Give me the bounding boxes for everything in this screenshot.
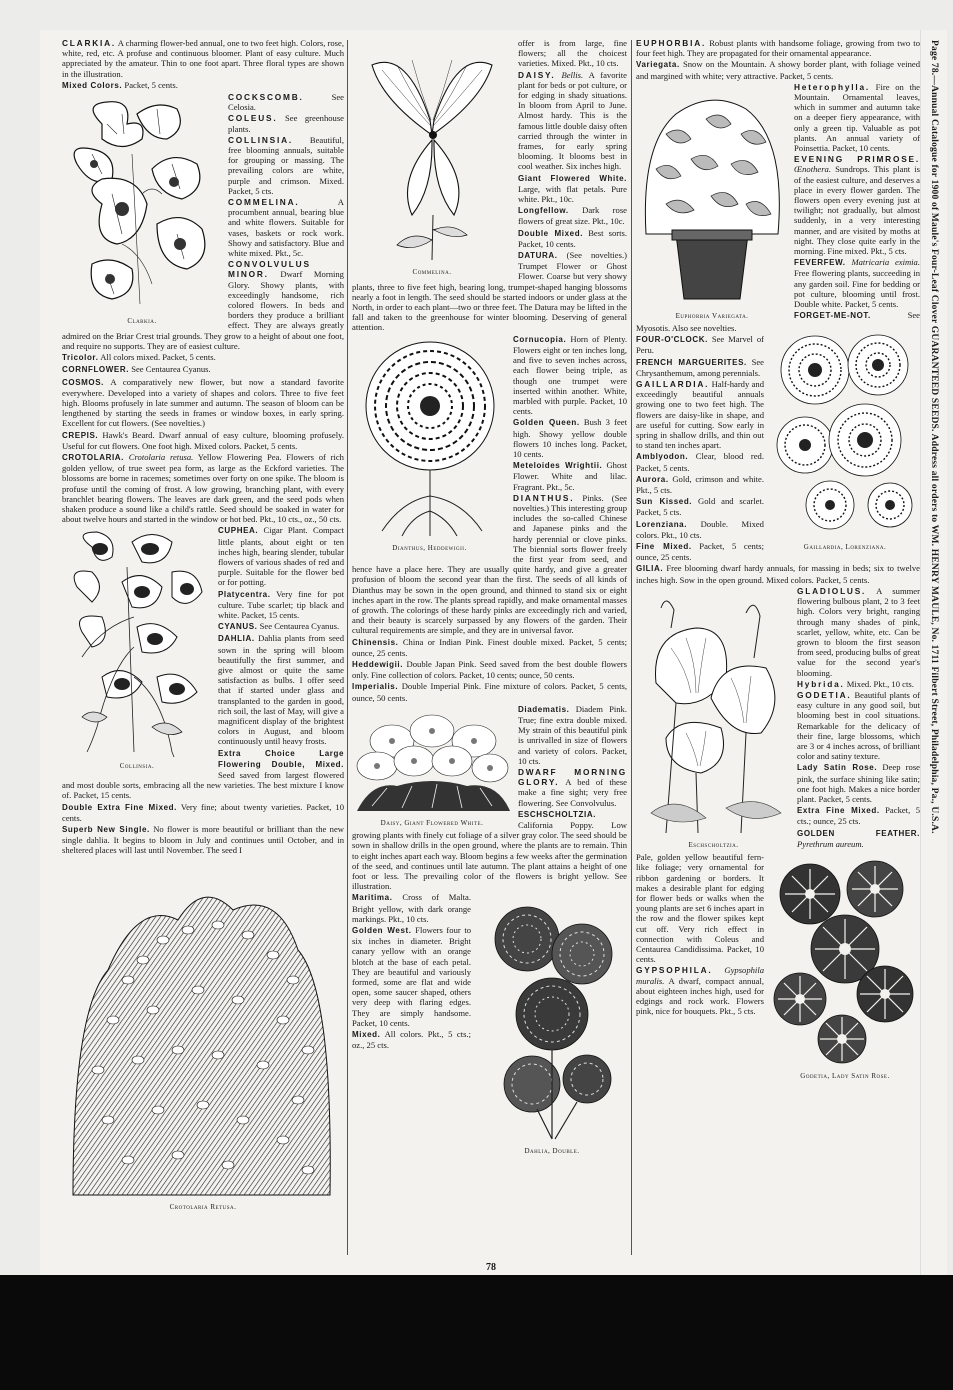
entry-heading: FRENCH MARGUERITES. <box>636 357 747 367</box>
entry-heading: EVENING PRIMROSE. <box>794 154 920 165</box>
entry-heading: Golden Queen. <box>513 418 580 428</box>
entry-heading: Lady Satin Rose. <box>797 763 878 773</box>
entry-text: Packet, 5 cents. <box>124 79 178 90</box>
entry-heading: Maritima. <box>352 893 393 903</box>
entry-mixed-colors <box>62 80 344 91</box>
entry-heading: DAHLIA. <box>218 634 255 644</box>
column-3 <box>636 38 920 1233</box>
entry-text: Double Imperial Pink. Fine mixture of colors. Packet, 5 cents, ounce, 50 cents. <box>352 681 627 703</box>
entry-latin: Gypsophila muralis. <box>636 965 764 986</box>
entry-heading: COCKSCOMB. <box>228 92 304 103</box>
entry-text: Bush 3 feet high. Showy yellow double flowers 10 inches long. Packet, 10 cents. <box>513 417 627 459</box>
eschscholtzia-engraving <box>636 588 791 838</box>
entry-text: A procumbent annual, bearing blue and white flowers. Suitable for vases, baskets or rock work. Showy and satisfactory. Blue and white mixed. Pkt., 5c. <box>228 197 344 259</box>
entry-text: See Chrysanthemum, among perennials. <box>636 356 764 378</box>
crotolaria-illustration <box>68 860 338 1212</box>
figure-caption: Daisy, Giant Flowered White. <box>380 818 484 827</box>
commelina-illustration <box>352 40 512 277</box>
entry-heading: Tricolor. <box>62 353 99 363</box>
entry-text: All colors. Pkt., 5 cts.; oz., 25 cts. <box>352 1029 471 1051</box>
entry-heading: FOUR-O'CLOCK. <box>636 335 708 345</box>
entry-text: Pinks. (See novelties.) This interesting group includes the so-called Chinese and Japanese pinks and the hardy perennial or clove pinks. The biennial sorts flower freely the first year from seed, and hence have a place here. They are usually quite hardy, and give a greater profusion of bloom the second year than the first. The seeds of all kinds of Dianthus may be sown in the open ground, and thinned to stand six or eight inches apart in the row. The plants spread rapidly, and make ornamental masses of growth. The colorings of these hardy pinks are exceedingly rich and varied, and their beauty is scarcely surpassed by any flowers of the garden. Their cultural requirements are simple, and they are in universal favor. <box>352 492 627 636</box>
entry-text: See Centaurea Cyanus. <box>259 621 340 632</box>
entry-text: Hawk's Beard. Dwarf annual of easy culture, blooming profusely. Useful for cut flowers. One foot high. Mixed colors. Packet, 5 cents. <box>62 429 344 451</box>
entry-heading: Sun Kissed. <box>636 497 693 507</box>
entry-heading: Extra Choice Large Flowering Double, Mixed. <box>218 748 344 769</box>
entry-text: Cigar Plant. Compact little plants, about eight or ten inches high, bearing slender, tubular flowers of various shades of red and purple. Suitable for the flower bed or for potting. <box>218 525 344 588</box>
entry-text: China or Indian Pink. Finest double mixed. Packet, 5 cents; ounce, 25 cents. <box>352 636 627 658</box>
entry-superb-single <box>62 824 344 856</box>
entry-heading: FEVERFEW. <box>794 258 846 268</box>
entry-heading: GYPSOPHILA. <box>636 965 713 976</box>
entry-heading: GAILLARDIA. <box>636 379 710 390</box>
entry-heading: CONVOLVULUS MINOR. <box>228 259 311 280</box>
figure-caption: Clarkia. <box>127 317 157 326</box>
entry-latin: Bellis. <box>561 69 584 80</box>
column-rule <box>631 40 632 1255</box>
entry-text: See Celosia. <box>228 92 344 113</box>
godetia-illustration <box>770 854 920 1081</box>
entry-heading: DIANTHUS. <box>513 492 575 503</box>
entry-crotolaria <box>62 452 344 524</box>
entry-heading: Hybrida. <box>797 678 845 689</box>
entry-text: Flowers four to six inches in diameter. Bright canary yellow with an orange blotch at the base of each petal. They are beautiful and variously formed, some are flat and wide open, some saucer shaped, others very deep with flaring edges. They are simply handsome. Packet, 10 cents. <box>352 925 471 1028</box>
entry-heading: Double Extra Fine Mixed. <box>62 802 177 812</box>
entry-heading: Heterophylla. <box>794 81 870 92</box>
entry-text: Robust plants with handsome foliage, growing from two to four feet high. They are propagated for their ornamental appearance. <box>636 38 920 59</box>
entry-heading: COMMELINA. <box>228 197 300 208</box>
entry-text: Dark rose flowers of great size. Pkt., 10c. <box>518 205 627 227</box>
entry-text: Gold, crimson and white. Pkt., 5 cts. <box>636 473 764 496</box>
daisy-illustration <box>352 706 512 828</box>
entry-heading: DATURA. <box>518 251 558 261</box>
entry-text: A dwarf, compact annual, about eighteen inches high, used for edgings and rock work. Flowers pink, nice for bouquets. Pkt., 5 cts. <box>636 975 764 1017</box>
entry-text: Fire on the Mountain. Ornamental leaves, which in summer and autumn take on a deeper fiery appearance, with only a green tip. Valuable as pot plants. An annual variety of Poinsettia. Packet, 10 cents. <box>794 81 920 154</box>
entry-heading: Golden West. <box>352 926 412 936</box>
entry-euphorbia <box>636 38 920 58</box>
entry-text: Ghost Flower. White and lilac. Fragrant. Pkt., 5c. <box>513 460 627 492</box>
side-banner-text: Page 78.—Annual Catalogue for 1900 of Maule's Four-Leaf Clover GUARANTEED SEEDS. Address all orders to WM. HENRY MAULE, No. 1711 Filbert Street, Philadelphia, Pa., U.S.A. <box>929 40 939 834</box>
entry-text: California Poppy. Low growing plants with finely cut foliage of a silver gray color. The seed should be sown in shallow drills in the open ground, where the plants are to remain. Thin to eight inches apart each way. Bloom begins a few weeks after the germination of the seed, and continues until late autumn. The plant attains a height of one foot or less. The prevailing color of the flowers is bright yellow. See illustration. <box>352 820 627 892</box>
entry-heading: CYANUS. <box>218 622 258 632</box>
entry-heading: Cornucopia. <box>513 334 567 344</box>
entry-text: offer is from large, fine flowers; all the choicest varieties. Mixed. Pkt., 10 cts. <box>518 38 627 69</box>
dianthus-illustration <box>352 336 507 553</box>
entry-text: Beautiful, free blooming annuals, suitable for grouping or massing. The prevailing colors are white, purple and crimson. Mixed. Packet, 5 cts. <box>228 134 344 196</box>
entry-text: See Myosotis. Also see novelties. <box>636 310 920 334</box>
euphorbia-illustration <box>636 84 788 321</box>
column-2 <box>352 38 627 1233</box>
entry-heading: Mixed Colors. <box>62 80 123 90</box>
figure-caption: Euphorbia Variegata. <box>675 311 749 320</box>
entry-heading: FORGET-ME-NOT. <box>794 311 871 321</box>
entry-heading: Extra Fine Mixed. <box>797 806 880 816</box>
entry-text: A comparatively new flower, but now a standard favorite everywhere. Developed into a variety of shapes and colors. Three to five feet high. Blooms profusely in late summer and autumn. The season of bloom can be lengthened by starting the seeds in frames or window boxes, in early spring. Excellent for cut flowers. (See novelties.) <box>62 376 344 429</box>
entry-text: Sundrops. This plant is of the easiest culture, and deserves a place in every flower garden. The flowers open every evening just at twilight; not gradually, but almost suddenly, in a very interesting manner, and are visited by moths at night. They close quite early in the morning. Fine mixed. Pkt., 5 cts. <box>794 164 920 257</box>
collinsia-illustration <box>62 527 212 771</box>
figure-caption: Godetia, Lady Satin Rose. <box>800 1072 890 1081</box>
figure-caption: Commelina. <box>412 268 452 276</box>
entry-imperialis <box>352 681 627 702</box>
entry-variegata <box>636 59 920 80</box>
entry-heading: CLARKIA. <box>62 38 117 48</box>
entry-text: (See novelties.) Trumpet Flower or Ghost Flower. Coarse but very showy plants, three to five feet high, bearing long, trumpet-shaped hanging blossoms nearly a foot in length. The seed should be started indoors or under glass at the North, in order to each plant—two or three feet. The Datura may be lifted in the fall and taken to the greenhouse for winter blooming. Deserving of general attention. <box>352 250 627 333</box>
entry-cosmos <box>62 377 344 429</box>
entry-heading: Variegata. <box>636 60 680 70</box>
entry-text: Diadem Pink. True; fine extra double mixed. My strain of this beautiful pink is unrivalled in size of flowers and variety of colors. Packet, 10 cts. <box>518 703 627 766</box>
column-1 <box>62 38 344 1233</box>
entry-double-extra <box>62 802 344 823</box>
entry-text: No flower is more beautiful or brilliant than the new single dahlia. It begins to bloom in July and continues until October, and in sheltered places will last until November. The seed I <box>62 824 344 856</box>
entry-text: See greenhouse plants. <box>228 113 344 134</box>
entry-text: Double. Mixed colors. Pkt., 10 cts. <box>636 518 764 540</box>
clarkia-engraving <box>62 94 222 314</box>
entry-text: Very fine for pot culture. Tube scarlet; tip black and white. Packet, 15 cents. <box>218 588 344 620</box>
entry-heading: CUPHEA. <box>218 526 259 536</box>
figure-caption: Dianthus, Heddewigii. <box>392 543 467 552</box>
page-number: 78 <box>486 1262 496 1273</box>
entry-text: All colors mixed. Packet, 5 cents. <box>100 352 216 363</box>
entry-latin: Pyrethrum aureum. <box>797 838 864 849</box>
entry-heading: DWARF MORNING GLORY. <box>518 767 627 788</box>
entry-heading: COLEUS. <box>228 113 278 124</box>
gaillardia-illustration <box>770 325 920 552</box>
entry-text: Free blooming dwarf hardy annuals, for massing in beds; six to twelve inches high. Sow in the open ground. Mixed colors. Packet, 5 cents. <box>636 563 920 585</box>
entry-text: Gold and scarlet. Packet, 5 cts. <box>636 496 765 518</box>
vertical-side-banner <box>928 40 942 1265</box>
clarkia-illustration <box>62 94 222 326</box>
dahlia-engraving <box>477 894 627 1144</box>
entry-heading: GOLDEN FEATHER. <box>797 828 920 838</box>
figure-caption: Gaillardia, Lorenziana. <box>803 543 887 552</box>
entry-heading: Imperialis. <box>352 682 399 692</box>
entry-heading: Fine Mixed. <box>636 542 692 552</box>
entry-text: Horn of Plenty. Flowers eight or ten inches long, and five to seven inches across, each flower being triple, as though one trumpet were inserted within another. White, marbled with purple. Packet, 10 cents. <box>513 333 627 417</box>
entry-latin: Crotolaria retusa. <box>128 451 194 462</box>
entry-text: A charming flower-bed annual, one to two feet high. Colors, rose, white, red, etc. A profuse and continuous bloomer. Plant of easy culture. Much appreciated by the amateur. Thin to one foot apart. Three floral types are shown in the illustration. <box>62 38 344 79</box>
entry-heading: GLADIOLUS. <box>797 585 867 596</box>
entry-tricolor <box>62 352 344 363</box>
entry-heading: EUPHORBIA. <box>636 38 707 48</box>
entry-heading: CROTOLARIA. <box>62 452 125 462</box>
entry-text: Clear, blood red. Packet, 5 cents. <box>636 451 764 473</box>
entry-heading: CREPIS. <box>62 430 99 440</box>
entry-heading: Aurora. <box>636 474 669 484</box>
entry-text: Mixed. Pkt., 10 cts. <box>846 678 914 689</box>
entry-heddewigii <box>352 659 627 680</box>
entry-heading: CORNFLOWER. <box>62 365 130 375</box>
entry-text: Free flowering plants, succeeding in any garden soil. Fine for bedding or pot culture, blooming until frost. Double white. Packet, 5 cents. <box>794 268 920 310</box>
entry-text: Beautiful plants of easy culture in any good soil, but blooming best in cool situations. Remarkable for the delicacy of their fine, large blossoms, which are 3 or 4 inches across, of brilliant color and satiny texture. <box>797 689 920 762</box>
godetia-engraving <box>770 854 920 1069</box>
figure-caption: Crotolaria Retusa. <box>169 1202 237 1211</box>
entry-text: Yellow Flowering Pea. Flowers of rich golden yellow, of true sweet pea form, as large as the Eckford varieties. The blossoms are borne in racemes; sometimes over forty on one spike. The bloom is profuse until the coming of frost. A low growing, branching plant, with every branchlet bearing flowers. The leaves are dark green, and the seed pods when shaken produce a sound like a child's rattle. Seed should be soaked in water for about twelve hours and started in the window or hot bed. Pkt., 10 cts., oz., 50 cts. <box>62 451 344 525</box>
entry-text: Half-hardy and exceedingly beautiful annuals growing one to two feet high. The flowers are daisy-like in shape, and are useful for cutting. Sow early in spring in shallow drills, and thin out to stand ten inches apart. <box>636 379 764 451</box>
bottom-black-band <box>0 1275 953 1390</box>
entry-text: Dwarf Morning Glory. Showy plants, with exceedingly handsome, rich colored flowers. In beds and borders they produce a brilliant effect. They are always greatly admired on the Briar Crest trial grounds. They grow to a height of about one foot, and require no supports. They are of easiest culture. <box>62 269 344 351</box>
entry-latin: Matricaria eximia. <box>851 257 920 268</box>
entry-text: Dahlia plants from seed sown in the spring will bloom beautifully the first summer, and give almost or quite the same satisfaction as bulbs. I offer seed that if started under glass and transplanted to the garden in good, rich soil, the last of May, will give a magnificent display of the brightest colors in August, and bloom continuously until heavy frosts. <box>218 633 344 747</box>
entry-heading: Lorenziana. <box>636 519 688 529</box>
entry-heading: COLLINSIA. <box>228 134 294 145</box>
figure-caption: Eschscholtzia. <box>688 840 739 849</box>
daisy-engraving <box>352 706 512 816</box>
crotolaria-engraving <box>68 860 338 1200</box>
entry-gilia <box>636 563 920 584</box>
entry-text: Seed saved from largest flowered and most double sorts, embracing all the new varieties. The best mixture I know of. Packet, 15 cents. <box>62 770 344 801</box>
entry-clarkia <box>62 38 344 79</box>
entry-heading: Double Mixed. <box>518 228 584 238</box>
entry-crepis <box>62 430 344 451</box>
entry-heading: Superb New Single. <box>62 825 150 835</box>
entry-heading: Platycentra. <box>218 589 271 599</box>
entry-heading: Mixed. <box>352 1030 381 1040</box>
entry-text: Packet, 5 cts.; ounce, 25 cts. <box>797 805 920 827</box>
entry-text: See Centaurea Cyanus. <box>131 364 211 375</box>
entry-text: Large, with flat petals. Pure white. Pkt., 10c. <box>518 183 627 205</box>
entry-text: See Marvel of Peru. <box>636 334 764 356</box>
entry-heading: Amblyodon. <box>636 452 689 462</box>
entry-heading: Heddewigii. <box>352 659 404 669</box>
entry-text: Pale, golden yellow beautiful fern-like foliage; very ornamental for ribbon gardening or borders. It makes a desirable plant for edging for flower beds or walks when the young plants are set 6 inches apart in the row and the flower spikes kept cut off. Very rich effect in connection with Coleus and Centaurea Candidissima. Packet, 10 cents. <box>636 852 764 965</box>
collinsia-engraving <box>62 527 212 759</box>
eschscholtzia-illustration <box>636 588 791 850</box>
entry-text: Cross of Malta. Bright yellow, with dark orange markings. Pkt., 10 cts. <box>352 892 471 924</box>
entry-text: Snow on the Mountain. A showy border plant, with foliage veined and margined with white; very attractive. Packet, 5 cents. <box>636 59 920 81</box>
entry-text: A summer flowering bulbous plant, 2 to 3 feet high. Colors very bright, ranging through many shades of pink, scarlet, yellow, white, etc. Can be grown to bloom the first season from seed, producing bulbs of great value for the second year's blooming. <box>797 585 920 678</box>
entry-heading: Meteloides Wrightii. <box>513 461 603 471</box>
dahlia-illustration <box>477 894 627 1156</box>
gaillardia-engraving <box>770 325 920 540</box>
entry-chinensis <box>352 637 627 658</box>
entry-heading: COSMOS. <box>62 377 104 387</box>
entry-text: Deep rose pink, the surface shining like satin; one foot high. Makes a nice border plant. Packet, 5 cents. <box>797 762 920 804</box>
entry-cornflower <box>62 364 344 375</box>
figure-caption: Collinsia. <box>119 762 155 771</box>
entry-heading: Longfellow. <box>518 206 569 216</box>
entry-text: A bed of these make a fine sight; very free flowering. See Convolvulus. <box>518 777 627 808</box>
entry-text: Packet, 5 cents; ounce, 25 cents. <box>636 541 764 563</box>
entry-heading: Chinensis. <box>352 637 399 647</box>
entry-heading: GILIA. <box>636 564 664 574</box>
figure-caption: Dahlia, Double. <box>524 1147 580 1156</box>
entry-text: A favorite plant for beds or pot culture, or for edging in shady situations. In bloom from April to June. Almost hardy. This is the famous little double daisy often carried through the winter in frames, for early spring blooming. It blooms best in cool weather. Six inches high. <box>518 69 627 172</box>
entry-heading: Diadematis. <box>518 704 570 714</box>
euphorbia-engraving <box>636 84 788 309</box>
dianthus-engraving <box>352 336 507 541</box>
entry-text: Very fine; about twenty varieties. Packet, 10 cents. <box>62 801 344 823</box>
entry-heading: Giant Flowered White. <box>518 173 627 183</box>
column-rule <box>347 40 348 1255</box>
entry-heading: GODETIA. <box>797 689 852 700</box>
entry-heading: ESCHSCHOLTZIA. <box>518 809 597 819</box>
entry-text: Double Japan Pink. Seed saved from the best double flowers only. Fine collection of colors. Packet, 10 cents; ounce, 50 cents. <box>352 658 627 681</box>
entry-text: Best sorts. Packet, 10 cents. <box>518 227 627 249</box>
commelina-engraving <box>352 40 512 265</box>
entry-latin: Œnothera. <box>794 164 831 175</box>
entry-heading: DAISY. <box>518 69 556 80</box>
